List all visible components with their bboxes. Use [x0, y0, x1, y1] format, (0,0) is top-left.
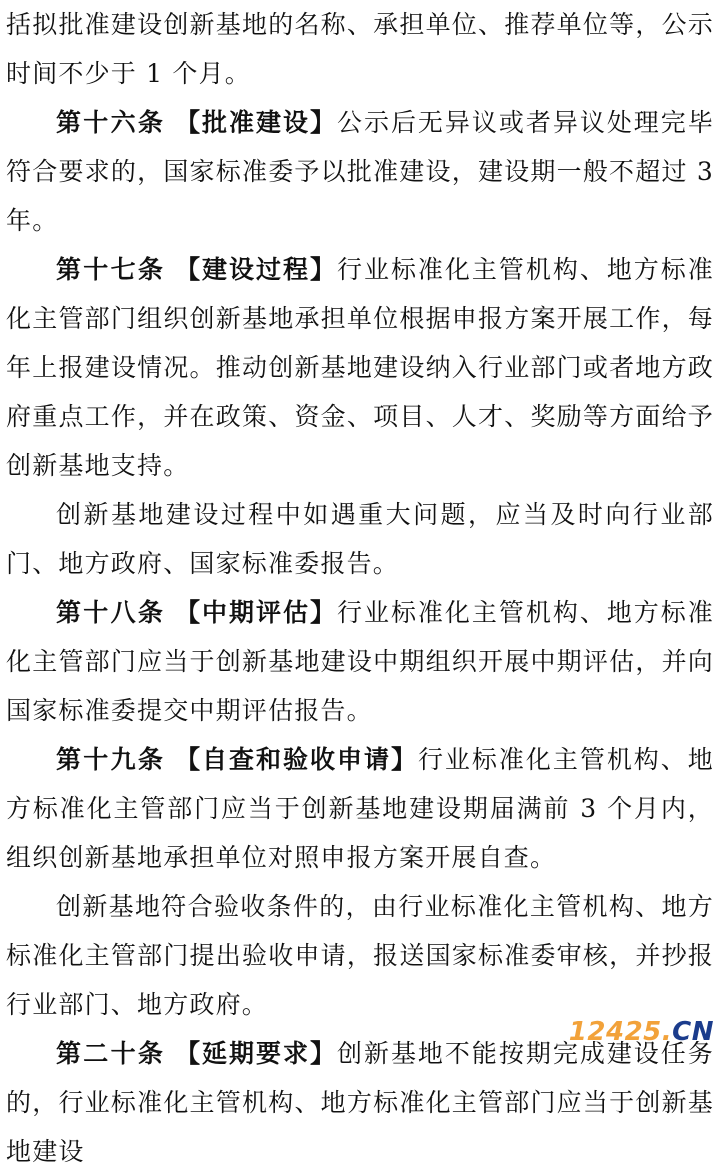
watermark-dot: .: [661, 1017, 673, 1047]
article-number: 第十七条: [56, 255, 166, 284]
watermark-tld: CN: [672, 1017, 714, 1047]
article-number: 第二十条: [56, 1039, 166, 1068]
article-title: 【批准建设】: [175, 108, 337, 137]
site-watermark-logo: [569, 1018, 714, 1046]
article-20-paragraph: [0, 1029, 720, 1176]
paragraph-text: 行业标准化主管机构、地方标准化主管部门应当于创新基地建设期届满前 3 个月内，组织创新基地承担单位对照申报方案开展自查。: [6, 745, 714, 872]
article-title: 【建设过程】: [175, 255, 337, 284]
article-16-paragraph: [0, 98, 720, 245]
paragraph-text: 括拟批准建设创新基地的名称、承担单位、推荐单位等，公示时间不少于 1 个月。: [6, 10, 714, 88]
article-number: 第十六条: [56, 108, 166, 137]
article-19-sub-paragraph: [0, 882, 720, 1029]
paragraph-text: 创新基地建设过程中如遇重大问题，应当及时向行业部门、地方政府、国家标准委报告。: [6, 500, 714, 578]
article-title: 【中期评估】: [175, 598, 337, 627]
paragraph-text: 公示后无异议或者异议处理完毕符合要求的，国家标准委予以批准建设，建设期一般不超过 3 年。: [6, 108, 714, 235]
paragraph-continuation: [0, 0, 720, 98]
article-19-paragraph: [0, 735, 720, 882]
watermark-number: 12425: [568, 1017, 662, 1047]
article-18-paragraph: [0, 588, 720, 735]
paragraph-text: 创新基地不能按期完成建设任务的，行业标准化主管机构、地方标准化主管部门应当于创新基地建设: [6, 1039, 714, 1166]
paragraph-text: 行业标准化主管机构、地方标准化主管部门应当于创新基地建设中期组织开展中期评估，并向国家标准委提交中期评估报告。: [6, 598, 714, 725]
article-17-paragraph: [0, 245, 720, 490]
article-number: 第十九条: [56, 745, 166, 774]
article-title: 【延期要求】: [175, 1039, 337, 1068]
paragraph-text: 创新基地符合验收条件的，由行业标准化主管机构、地方标准化主管部门提出验收申请，报送国家标准委审核，并抄报行业部门、地方政府。: [6, 892, 714, 1019]
article-number: 第十八条: [56, 598, 166, 627]
article-title: 【自查和验收申请】: [175, 745, 418, 774]
paragraph-text: 行业标准化主管机构、地方标准化主管部门组织创新基地承担单位根据申报方案开展工作，每年上报建设情况。推动创新基地建设纳入行业部门或者地方政府重点工作，并在政策、资金、项目、人才、奖励等方面给予创新基地支持。: [6, 255, 714, 480]
article-17-sub-paragraph: [0, 490, 720, 588]
